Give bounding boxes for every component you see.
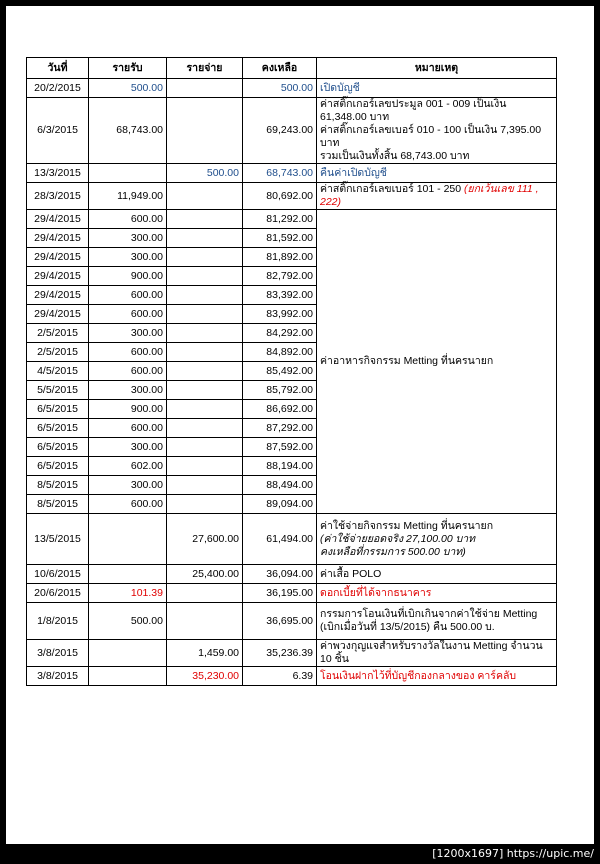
note-text: ค่าสติ๊กเกอร์เลขเบอร์ 101 - 250 (320, 183, 462, 195)
note-cell: ค่าพวงกุญแจสำหรับรางวัลในงาน Metting จำนวน 10 ชิ้น (317, 640, 557, 667)
note-exception: (ยกเว้นเลข 111 , 222) (320, 183, 539, 208)
income-cell: 500.00 (89, 603, 167, 640)
balance-cell: 84,292.00 (243, 324, 317, 343)
income-cell: 101.39 (89, 584, 167, 603)
income-cell: 300.00 (89, 324, 167, 343)
expense-cell (167, 210, 243, 229)
balance-cell: 36,195.00 (243, 584, 317, 603)
income-cell: 300.00 (89, 381, 167, 400)
date-cell: 6/5/2015 (27, 438, 89, 457)
table-row (27, 164, 557, 183)
balance-cell: 68,743.00 (243, 164, 317, 183)
balance-cell: 87,592.00 (243, 438, 317, 457)
income-cell: 500.00 (89, 79, 167, 98)
note-cell: คืนค่าเปิดบัญชี (317, 164, 557, 183)
income-cell: 600.00 (89, 286, 167, 305)
date-cell: 6/3/2015 (27, 98, 89, 164)
income-cell (89, 565, 167, 584)
note-line: ค่าสติ๊กเกอร์เลขประมูล 001 - 009 เป็นเงิน 61,348.00 บาท (320, 98, 507, 123)
table-header-row (27, 58, 557, 79)
balance-cell: 83,392.00 (243, 286, 317, 305)
table-row (27, 514, 557, 565)
income-cell: 300.00 (89, 476, 167, 495)
balance-cell: 84,892.00 (243, 343, 317, 362)
date-cell: 6/5/2015 (27, 457, 89, 476)
note-cell (317, 98, 557, 164)
expense-cell (167, 324, 243, 343)
balance-cell: 81,892.00 (243, 248, 317, 267)
note-cell (317, 183, 557, 210)
balance-cell: 85,492.00 (243, 362, 317, 381)
date-cell: 20/6/2015 (27, 584, 89, 603)
income-cell: 68,743.00 (89, 98, 167, 164)
income-cell: 11,949.00 (89, 183, 167, 210)
expense-cell (167, 381, 243, 400)
date-cell: 29/4/2015 (27, 286, 89, 305)
note-line: รวมเป็นเงินทั้งสิ้น 68,743.00 บาท (320, 150, 470, 162)
date-cell: 1/8/2015 (27, 603, 89, 640)
expense-cell (167, 286, 243, 305)
note-line: คงเหลือที่กรรมการ 500.00 บาท) (320, 545, 466, 558)
balance-cell: 81,592.00 (243, 229, 317, 248)
expense-cell (167, 98, 243, 164)
note-cell (317, 514, 557, 565)
income-cell: 600.00 (89, 305, 167, 324)
balance-cell: 36,094.00 (243, 565, 317, 584)
balance-cell: 61,494.00 (243, 514, 317, 565)
balance-cell: 69,243.00 (243, 98, 317, 164)
expense-cell (167, 79, 243, 98)
note-line: กรรมการโอนเงินที่เบิกเกินจากค่าใช้จ่าย Metting (320, 608, 538, 620)
income-cell: 600.00 (89, 495, 167, 514)
date-cell: 29/4/2015 (27, 210, 89, 229)
ledger-table (26, 57, 557, 686)
income-cell (89, 164, 167, 183)
balance-cell: 82,792.00 (243, 267, 317, 286)
expense-cell: 27,600.00 (167, 514, 243, 565)
balance-cell: 80,692.00 (243, 183, 317, 210)
income-cell: 600.00 (89, 210, 167, 229)
expense-cell (167, 362, 243, 381)
table-row (27, 603, 557, 640)
date-cell: 3/8/2015 (27, 667, 89, 686)
date-cell: 6/5/2015 (27, 400, 89, 419)
date-cell: 13/3/2015 (27, 164, 89, 183)
date-cell: 29/4/2015 (27, 229, 89, 248)
balance-cell: 89,094.00 (243, 495, 317, 514)
balance-cell: 36,695.00 (243, 603, 317, 640)
table-row (27, 210, 557, 229)
date-cell: 8/5/2015 (27, 495, 89, 514)
expense-cell: 25,400.00 (167, 565, 243, 584)
income-cell: 300.00 (89, 229, 167, 248)
balance-cell: 86,692.00 (243, 400, 317, 419)
header-note: หมายเหตุ (317, 58, 557, 79)
expense-cell (167, 343, 243, 362)
date-cell: 8/5/2015 (27, 476, 89, 495)
income-cell (89, 640, 167, 667)
balance-cell: 83,992.00 (243, 305, 317, 324)
date-cell: 29/4/2015 (27, 248, 89, 267)
note-line: (ค่าใช้จ่ายยอดจริง 27,100.00 บาท (320, 532, 476, 545)
note-cell (317, 603, 557, 640)
income-cell: 300.00 (89, 248, 167, 267)
income-cell: 900.00 (89, 267, 167, 286)
table-row (27, 79, 557, 98)
document-page (6, 6, 594, 844)
expense-cell (167, 584, 243, 603)
note-cell: ค่าเสื้อ POLO (317, 565, 557, 584)
note-cell: เปิดบัญชี (317, 79, 557, 98)
expense-cell: 1,459.00 (167, 640, 243, 667)
date-cell: 28/3/2015 (27, 183, 89, 210)
expense-cell (167, 400, 243, 419)
income-cell: 600.00 (89, 362, 167, 381)
expense-cell (167, 419, 243, 438)
expense-cell (167, 438, 243, 457)
note-line: (เบิกเมื่อวันที่ 13/5/2015) คืน 500.00 บ. (320, 621, 495, 633)
income-cell: 600.00 (89, 343, 167, 362)
header-income: รายรับ (89, 58, 167, 79)
income-cell: 900.00 (89, 400, 167, 419)
date-cell: 3/8/2015 (27, 640, 89, 667)
table-row (27, 584, 557, 603)
date-cell: 13/5/2015 (27, 514, 89, 565)
note-line: ค่าสติ๊กเกอร์เลขเบอร์ 010 - 100 เป็นเงิน 7,395.00 บาท (320, 124, 542, 149)
header-balance: คงเหลือ (243, 58, 317, 79)
expense-cell (167, 603, 243, 640)
balance-cell: 6.39 (243, 667, 317, 686)
expense-cell: 500.00 (167, 164, 243, 183)
table-row (27, 565, 557, 584)
expense-cell (167, 267, 243, 286)
note-cell: โอนเงินฝากไว้ที่บัญชีกองกลางของ คาร์คลับ (317, 667, 557, 686)
date-cell: 2/5/2015 (27, 324, 89, 343)
income-cell (89, 514, 167, 565)
header-expense: รายจ่าย (167, 58, 243, 79)
expense-cell (167, 183, 243, 210)
income-cell: 600.00 (89, 419, 167, 438)
date-cell: 29/4/2015 (27, 267, 89, 286)
expense-cell (167, 229, 243, 248)
date-cell: 4/5/2015 (27, 362, 89, 381)
table-row (27, 667, 557, 686)
expense-cell (167, 457, 243, 476)
income-cell (89, 667, 167, 686)
balance-cell: 35,236.39 (243, 640, 317, 667)
income-cell: 602.00 (89, 457, 167, 476)
date-cell: 2/5/2015 (27, 343, 89, 362)
date-cell: 29/4/2015 (27, 305, 89, 324)
balance-cell: 85,792.00 (243, 381, 317, 400)
date-cell: 6/5/2015 (27, 419, 89, 438)
expense-cell (167, 476, 243, 495)
header-date: วันที่ (27, 58, 89, 79)
table-row (27, 98, 557, 164)
note-cell: ดอกเบี้ยที่ได้จากธนาคาร (317, 584, 557, 603)
balance-cell: 88,494.00 (243, 476, 317, 495)
note-line: ค่าใช้จ่ายกิจกรรม Metting ที่นครนายก (320, 519, 494, 532)
table-row (27, 640, 557, 667)
balance-cell: 500.00 (243, 79, 317, 98)
expense-cell (167, 495, 243, 514)
image-size-stamp: [1200x1697] https://upic.me/ (432, 847, 594, 860)
income-cell: 300.00 (89, 438, 167, 457)
balance-cell: 88,194.00 (243, 457, 317, 476)
date-cell: 10/6/2015 (27, 565, 89, 584)
date-cell: 20/2/2015 (27, 79, 89, 98)
note-cell: ค่าอาหารกิจกรรม Metting ที่นครนายก (317, 210, 557, 514)
expense-cell: 35,230.00 (167, 667, 243, 686)
table-row (27, 183, 557, 210)
expense-cell (167, 248, 243, 267)
balance-cell: 87,292.00 (243, 419, 317, 438)
balance-cell: 81,292.00 (243, 210, 317, 229)
expense-cell (167, 305, 243, 324)
date-cell: 5/5/2015 (27, 381, 89, 400)
